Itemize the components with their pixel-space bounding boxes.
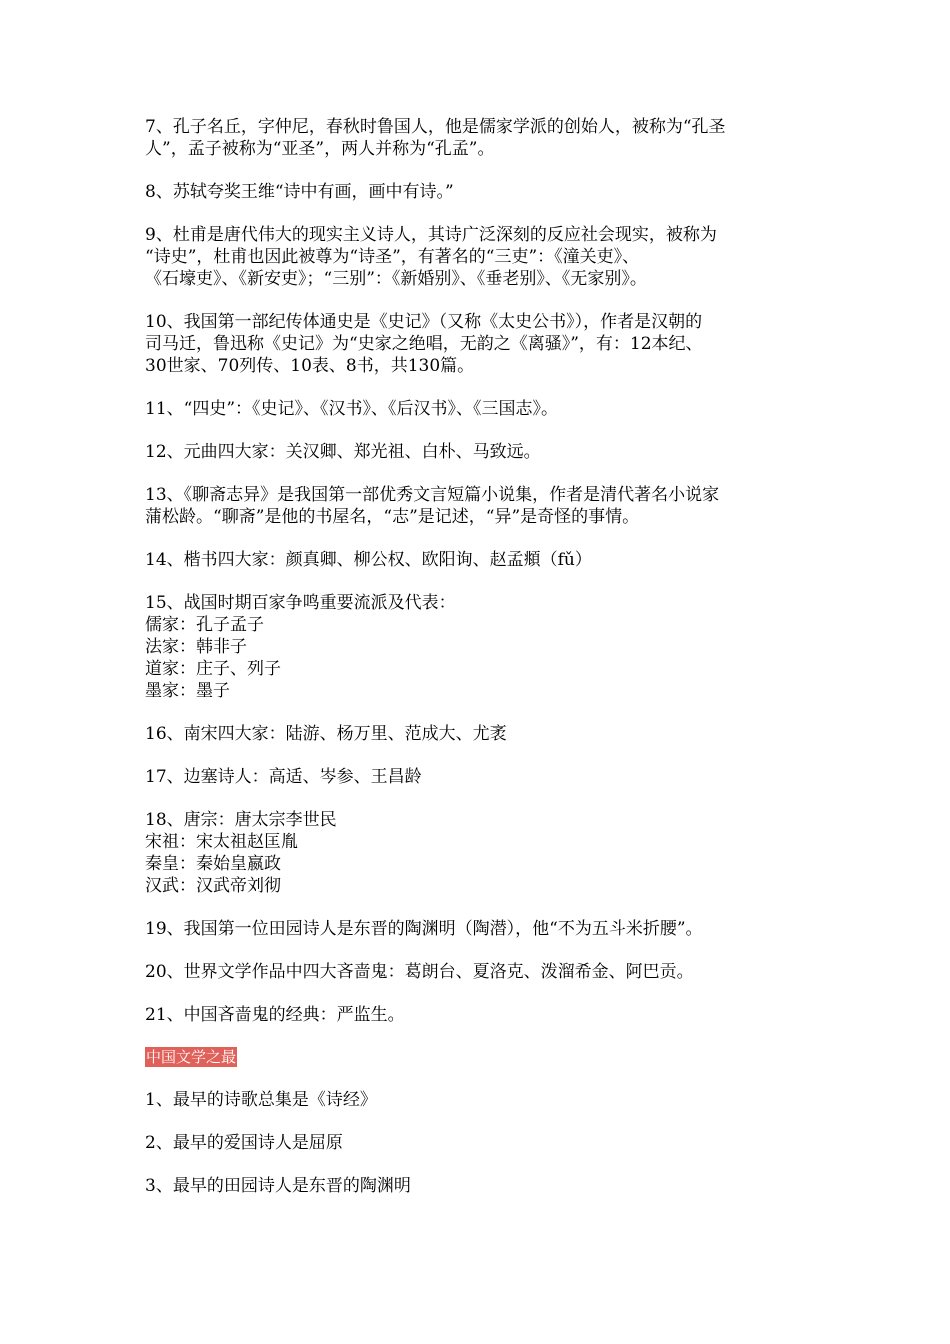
paragraph	[145, 224, 815, 290]
paragraph	[145, 311, 815, 377]
paragraph	[145, 592, 815, 702]
paragraph-line: 汉武：汉武帝刘彻	[145, 876, 281, 896]
paragraph-line: 儒家：孔子孟子	[145, 615, 264, 635]
paragraph	[145, 766, 815, 788]
paragraph-line: 宋祖：宋太祖赵匡胤	[145, 832, 298, 852]
paragraph	[145, 1132, 815, 1154]
paragraph	[145, 809, 815, 897]
paragraph-line: 12、元曲四大家：关汉卿、郑光祖、白朴、马致远。	[145, 442, 541, 462]
paragraph-line: 10、我国第一部纪传体通史是《史记》（又称《太史公书》），作者是汉朝的	[145, 312, 703, 332]
paragraph-line: 17、边塞诗人：高适、岑参、王昌龄	[145, 767, 422, 787]
paragraph-line: 11、“四史”：《史记》、《汉书》、《后汉书》、《三国志》。	[145, 399, 559, 419]
paragraph-line: 7、孔子名丘，字仲尼，春秋时鲁国人，他是儒家学派的创始人，被称为“孔圣	[145, 117, 726, 137]
paragraph	[145, 116, 815, 160]
paragraph	[145, 918, 815, 940]
section-heading: 中国文学之最	[146, 1048, 237, 1066]
document-page	[145, 116, 815, 1218]
paragraph-line: 秦皇：秦始皇嬴政	[145, 854, 281, 874]
paragraph-line: 21、中国吝啬鬼的经典：严监生。	[145, 1005, 405, 1025]
paragraph	[145, 484, 815, 528]
paragraph-line: 司马迁，鲁迅称《史记》为“史家之绝唱，无韵之《离骚》”，有：12本纪、	[145, 334, 703, 354]
paragraph	[145, 1175, 815, 1197]
paragraph-line: 《石壕吏》、《新安吏》；“三别”：《新婚别》、《垂老别》、《无家别》。	[145, 269, 647, 289]
paragraph	[145, 549, 815, 571]
paragraph-line: 18、唐宗：唐太宗李世民	[145, 810, 337, 830]
paragraph-line: 道家：庄子、列子	[145, 659, 281, 679]
paragraph	[145, 961, 815, 983]
paragraph-line: 20、世界文学作品中四大吝啬鬼：葛朗台、夏洛克、泼溜希金、阿巴贡。	[145, 962, 694, 982]
paragraph-line: “诗史”，杜甫也因此被尊为“诗圣”，有著名的“三吏”：《潼关吏》、	[145, 247, 640, 267]
paragraph-line: 2、最早的爱国诗人是屈原	[145, 1133, 343, 1153]
paragraph-line: 30世家、70列传、10表、8书，共130篇。	[145, 356, 475, 376]
paragraph-line: 14、楷书四大家：颜真卿、柳公权、欧阳询、赵孟頫（fǔ）	[145, 550, 592, 570]
paragraph-line: 13、《聊斋志异》是我国第一部优秀文言短篇小说集，作者是清代著名小说家	[145, 485, 720, 505]
paragraph-line: 15、战国时期百家争鸣重要流派及代表：	[145, 593, 456, 613]
paragraph-line: 19、我国第一位田园诗人是东晋的陶渊明（陶潜），他“不为五斗米折腰”。	[145, 919, 703, 939]
paragraph	[145, 398, 815, 420]
paragraph-line: 法家：韩非子	[145, 637, 247, 657]
section-heading-wrap	[145, 1047, 815, 1089]
paragraph-line: 8、苏轼夸奖王维“诗中有画，画中有诗。”	[145, 182, 454, 202]
paragraph	[145, 1089, 815, 1111]
paragraph-line: 蒲松龄。“聊斋”是他的书屋名，“志”是记述，“异”是奇怪的事情。	[145, 507, 640, 527]
paragraph	[145, 1004, 815, 1026]
paragraph-line: 墨家：墨子	[145, 681, 230, 701]
paragraph-line: 16、南宋四大家：陆游、杨万里、范成大、尤袤	[145, 724, 507, 744]
paragraph-line: 9、杜甫是唐代伟大的现实主义诗人，其诗广泛深刻的反应社会现实，被称为	[145, 225, 717, 245]
paragraph	[145, 181, 815, 203]
paragraph-group-facts	[145, 116, 815, 1026]
paragraph-line: 3、最早的田园诗人是东晋的陶渊明	[145, 1176, 411, 1196]
paragraph-line: 人”，孟子被称为“亚圣”，两人并称为“孔孟”。	[145, 139, 495, 159]
paragraph	[145, 723, 815, 745]
paragraph	[145, 441, 815, 463]
paragraph-line: 1、最早的诗歌总集是《诗经》	[145, 1090, 377, 1110]
paragraph-group-literature-firsts	[145, 1089, 815, 1197]
